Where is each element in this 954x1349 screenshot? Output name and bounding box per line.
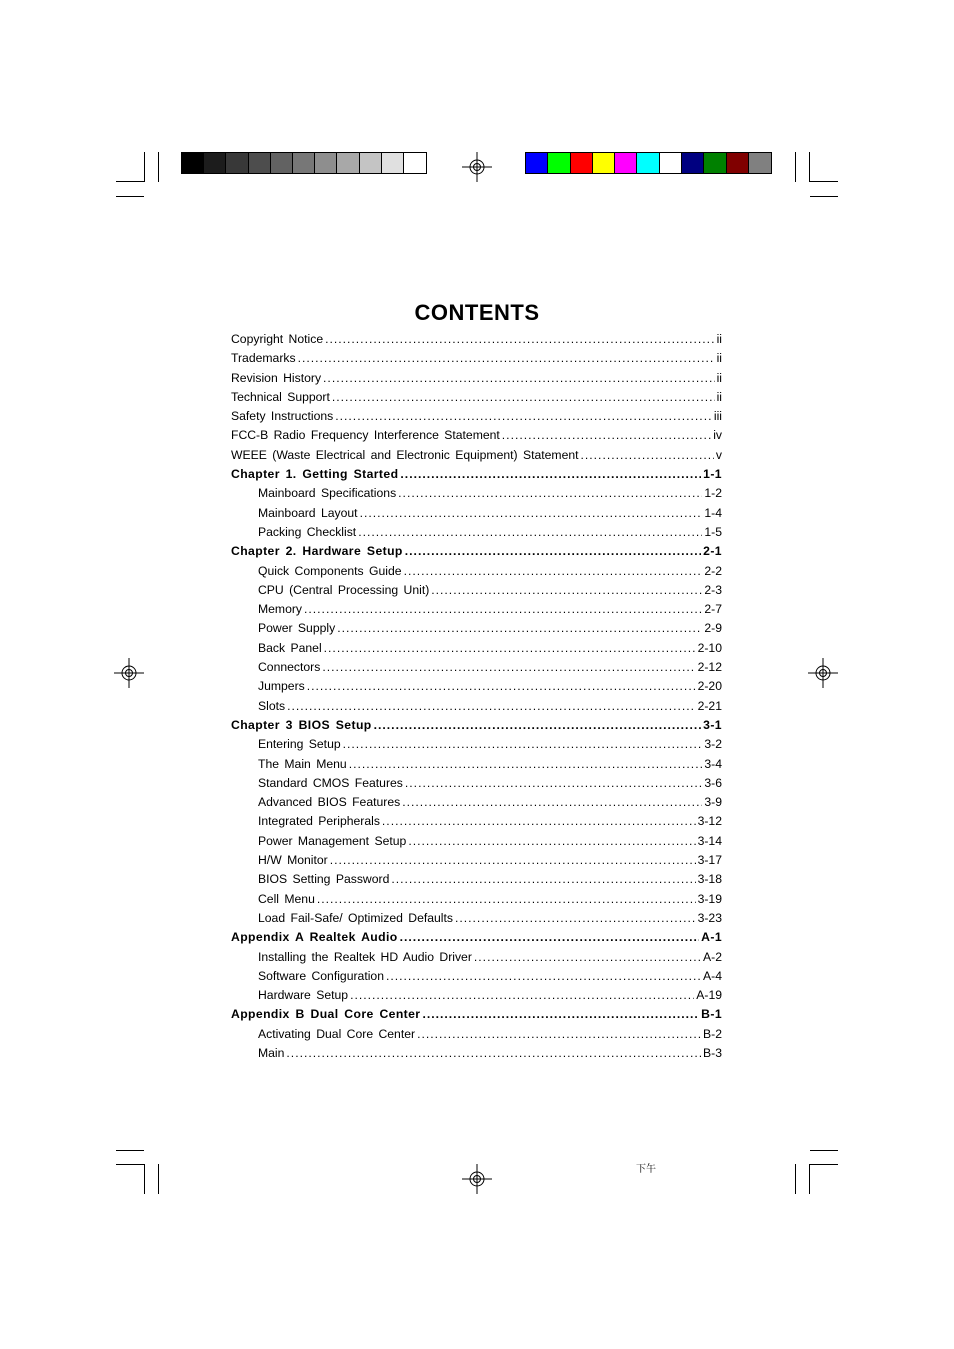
toc-leader-dots (422, 1007, 699, 1021)
toc-entry-page: 3-2 (704, 737, 722, 752)
color-calibration-strip (525, 152, 772, 174)
gray-swatch (360, 153, 382, 173)
toc-entry (231, 486, 722, 505)
toc-entry (231, 602, 722, 621)
gray-swatch (337, 153, 359, 173)
toc-entry (231, 621, 722, 640)
toc-leader-dots (382, 814, 696, 828)
toc-chapter-entry (231, 930, 722, 949)
toc-leader-dots (343, 737, 703, 751)
registration-mark-left-icon (114, 658, 144, 688)
toc-entry-label: FCC-B Radio Frequency Interference Statement (231, 428, 500, 443)
toc-entry-page: 3-4 (704, 756, 722, 771)
toc-entry (231, 583, 722, 602)
toc-entry (231, 1027, 722, 1046)
toc-entry (231, 872, 722, 891)
toc-entry-label: Mainboard Specifications (258, 486, 397, 501)
toc-leader-dots (386, 969, 701, 983)
toc-leader-dots (402, 795, 702, 809)
toc-leader-dots (337, 621, 702, 635)
toc-entry-page: 3-17 (697, 853, 722, 868)
toc-entry-page: 2-7 (704, 602, 722, 617)
toc-entry-label: Entering Setup (258, 737, 341, 752)
toc-entry-page: 3-18 (697, 872, 722, 887)
toc-entry-label: Mainboard Layout (258, 505, 358, 520)
toc-leader-dots (358, 525, 702, 539)
toc-leader-dots (374, 718, 702, 732)
color-swatch (727, 153, 749, 173)
toc-leader-dots (474, 950, 701, 964)
toc-entry-label: Power Supply (258, 621, 336, 636)
toc-leader-dots (287, 699, 695, 713)
gray-swatch (293, 153, 315, 173)
toc-entry-label: Software Configuration (258, 968, 384, 983)
toc-entry-label: Revision History (231, 370, 322, 385)
toc-entry (231, 371, 722, 390)
toc-entry-page: 2-1 (703, 544, 722, 559)
toc-leader-dots (408, 834, 695, 848)
toc-leader-dots (298, 351, 715, 365)
toc-chapter-entry (231, 467, 722, 486)
toc-entry-label: Trademarks (231, 351, 296, 366)
toc-entry (231, 660, 722, 679)
toc-entry (231, 814, 722, 833)
toc-leader-dots (286, 1046, 701, 1060)
toc-entry (231, 776, 722, 795)
gray-swatch (249, 153, 271, 173)
toc-entry-page: iii (713, 409, 722, 424)
color-swatch (548, 153, 570, 173)
toc-entry-page: 2-2 (704, 563, 722, 578)
toc-entry-label: Appendix B Dual Core Center (231, 1007, 421, 1022)
toc-leader-dots (502, 428, 711, 442)
gray-swatch (271, 153, 293, 173)
toc-entry (231, 699, 722, 718)
toc-leader-dots (304, 602, 702, 616)
toc-entry-label: Back Panel (258, 640, 322, 655)
toc-entry (231, 332, 722, 351)
footer-code: 下午 (636, 1164, 656, 1175)
toc-entry-label: Jumpers (258, 679, 305, 694)
toc-leader-dots (400, 467, 701, 481)
toc-chapter-entry (231, 544, 722, 563)
toc-entry-label: Cell Menu (258, 891, 315, 906)
toc-entry-label: Hardware Setup (258, 988, 349, 1003)
toc-entry-page: v (715, 447, 722, 462)
table-of-contents (231, 332, 722, 1065)
toc-entry-label: Quick Components Guide (258, 563, 402, 578)
toc-entry-page: 1-5 (704, 524, 722, 539)
color-swatch (571, 153, 593, 173)
toc-entry-label: WEEE (Waste Electrical and Electronic Equipment) Statement (231, 447, 579, 462)
toc-leader-dots (349, 757, 703, 771)
toc-leader-dots (391, 872, 695, 886)
toc-leader-dots (400, 930, 700, 944)
toc-entry-label: Chapter 1. Getting Started (231, 467, 399, 482)
toc-entry-label: Standard CMOS Features (258, 775, 403, 790)
toc-leader-dots (324, 641, 696, 655)
toc-entry (231, 892, 722, 911)
toc-entry-page: 3-14 (697, 833, 722, 848)
gray-swatch (315, 153, 337, 173)
toc-entry-page: ii (716, 351, 722, 366)
toc-entry-page: ii (716, 332, 722, 346)
toc-entry-page: 2-21 (697, 698, 722, 713)
toc-entry-page: 1-1 (703, 467, 722, 482)
toc-entry-label: Copyright Notice (231, 332, 324, 346)
toc-entry-page: 3-12 (697, 814, 722, 829)
toc-leader-dots (322, 660, 695, 674)
gray-swatch (204, 153, 226, 173)
gray-swatch (382, 153, 404, 173)
page-title: CONTENTS (414, 300, 540, 325)
toc-leader-dots (404, 564, 703, 578)
toc-entry (231, 506, 722, 525)
toc-entry-label: Packing Checklist (258, 524, 357, 539)
gray-swatch (226, 153, 248, 173)
toc-entry-label: Appendix A Realtek Audio (231, 930, 398, 945)
toc-entry (231, 679, 722, 698)
toc-entry (231, 351, 722, 370)
toc-entry (231, 428, 722, 447)
toc-entry-label: Memory (258, 602, 303, 617)
toc-entry-page: 2-10 (697, 640, 722, 655)
toc-entry-page: ii (716, 389, 722, 404)
color-swatch (682, 153, 704, 173)
toc-entry-page: 3-23 (697, 910, 722, 925)
registration-mark-bottom-icon (462, 1164, 492, 1194)
toc-entry-page: A-2 (703, 949, 722, 964)
toc-entry-page: B-2 (703, 1026, 722, 1041)
toc-entry-label: Chapter 3 BIOS Setup (231, 717, 372, 732)
toc-entry (231, 853, 722, 872)
toc-chapter-entry (231, 718, 722, 737)
toc-entry (231, 757, 722, 776)
toc-entry-label: Connectors (258, 660, 321, 675)
toc-entry-page: ii (716, 370, 722, 385)
toc-entry-label: Power Management Setup (258, 833, 407, 848)
toc-entry-page: iv (713, 428, 722, 443)
toc-entry-label: Installing the Realtek HD Audio Driver (258, 949, 472, 964)
toc-entry-label: BIOS Setting Password (258, 872, 390, 887)
toc-entry (231, 641, 722, 660)
toc-leader-dots (360, 506, 703, 520)
toc-entry (231, 988, 722, 1007)
toc-leader-dots (417, 1027, 701, 1041)
toc-entry-page: A-1 (701, 930, 722, 945)
toc-entry-label: Load Fail-Safe/ Optimized Defaults (258, 910, 453, 925)
toc-entry-page: B-3 (703, 1045, 722, 1060)
toc-leader-dots (307, 679, 696, 693)
registration-mark-right-icon (808, 658, 838, 688)
toc-leader-dots (330, 853, 696, 867)
toc-entry-label: Technical Support (231, 389, 330, 404)
toc-leader-dots (581, 448, 714, 462)
toc-entry-page: A-19 (696, 988, 722, 1003)
toc-leader-dots (335, 409, 712, 423)
toc-entry (231, 911, 722, 930)
color-swatch (593, 153, 615, 173)
toc-leader-dots (350, 988, 694, 1002)
toc-leader-dots (325, 332, 714, 346)
color-swatch (749, 153, 771, 173)
toc-leader-dots (405, 776, 702, 790)
gray-swatch (404, 153, 426, 173)
toc-entry (231, 795, 722, 814)
toc-leader-dots (455, 911, 696, 925)
toc-entry-label: Chapter 2. Hardware Setup (231, 544, 403, 559)
toc-entry (231, 950, 722, 969)
gray-swatch (182, 153, 204, 173)
toc-entry-label: Advanced BIOS Features (258, 795, 401, 810)
toc-entry (231, 409, 722, 428)
toc-entry-page: 3-6 (704, 775, 722, 790)
toc-leader-dots (317, 892, 696, 906)
toc-leader-dots (323, 371, 715, 385)
toc-entry-page: 2-20 (697, 679, 722, 694)
toc-entry-page: 2-12 (697, 660, 722, 675)
toc-entry (231, 525, 722, 544)
toc-leader-dots (405, 544, 701, 558)
toc-chapter-entry (231, 1007, 722, 1026)
toc-entry (231, 834, 722, 853)
toc-leader-dots (398, 486, 702, 500)
toc-entry-page: 1-2 (704, 486, 722, 501)
toc-entry-label: Safety Instructions (231, 409, 334, 424)
toc-entry (231, 1046, 722, 1065)
color-swatch (704, 153, 726, 173)
toc-entry-page: A-4 (703, 968, 722, 983)
color-swatch (660, 153, 682, 173)
toc-entry-page: 3-9 (704, 795, 722, 810)
toc-entry-label: The Main Menu (258, 756, 347, 771)
toc-entry-label: Integrated Peripherals (258, 814, 380, 829)
toc-entry (231, 390, 722, 409)
toc-entry-page: 1-4 (704, 505, 722, 520)
color-swatch (615, 153, 637, 173)
toc-entry-label: CPU (Central Processing Unit) (258, 582, 430, 597)
toc-leader-dots (332, 390, 715, 404)
toc-entry-page: B-1 (701, 1007, 722, 1022)
toc-entry (231, 737, 722, 756)
toc-entry-label: Slots (258, 698, 286, 713)
color-swatch (526, 153, 548, 173)
toc-entry (231, 448, 722, 467)
color-swatch (637, 153, 659, 173)
toc-entry-label: Activating Dual Core Center (258, 1026, 416, 1041)
grayscale-calibration-strip (181, 152, 427, 174)
toc-entry-label: Main (258, 1045, 285, 1060)
toc-entry-page: 2-3 (704, 582, 722, 597)
toc-entry-page: 3-19 (697, 891, 722, 906)
toc-entry (231, 564, 722, 583)
toc-entry-label: H/W Monitor (258, 853, 328, 868)
toc-entry (231, 969, 722, 988)
toc-entry-page: 3-1 (703, 717, 722, 732)
toc-leader-dots (431, 583, 702, 597)
toc-entry-page: 2-9 (704, 621, 722, 636)
registration-mark-top-icon (462, 152, 492, 182)
